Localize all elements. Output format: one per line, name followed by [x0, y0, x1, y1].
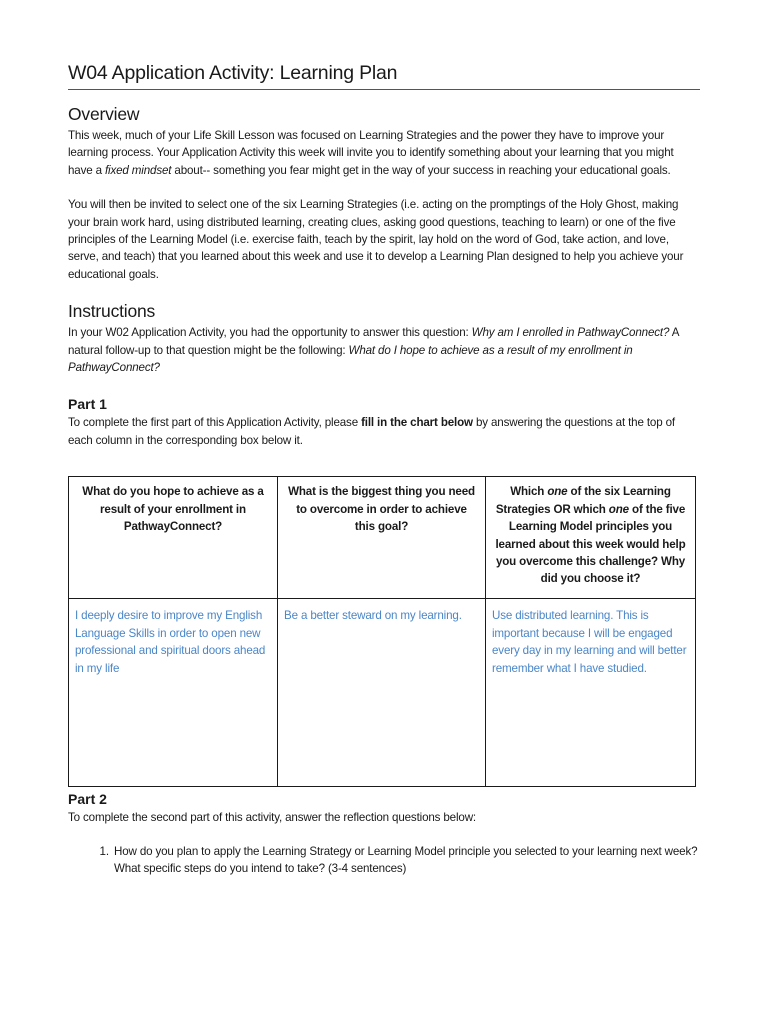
reflection-question-list	[68, 843, 700, 878]
part2-heading: Part 2	[68, 791, 107, 808]
instructions-text-b: A natural follow-up to that question might be the following:	[68, 326, 679, 357]
instructions-paragraph	[68, 324, 700, 376]
instructions-question-2: What do I hope to achieve as a result of my enrollment in PathwayConnect?	[68, 343, 633, 375]
table-header-row	[69, 477, 696, 599]
overview-paragraph-1	[68, 127, 700, 179]
learning-plan-table	[68, 476, 696, 787]
overview-heading: Overview	[68, 104, 140, 124]
overview-emphasis: fixed mindset	[104, 163, 172, 177]
overview-text-b: about-- something you fear might get in the way of your success in reaching your educational goals.	[171, 163, 671, 177]
part1-text-a: To complete the first part of this Application Activity, please	[68, 416, 362, 430]
part1-strong: fill in the chart below	[361, 416, 473, 430]
instructions-question-1: Why am I enrolled in PathwayConnect?	[471, 326, 670, 340]
part1-heading: Part 1	[68, 396, 107, 413]
list-item: 1. How do you plan to apply the Learning Strategy or Learning Model principle you selected to your learning next week? What specific steps do you intend to take? (3-4 sentences)	[112, 843, 700, 878]
document-title: W04 Application Activity: Learning Plan	[68, 62, 700, 90]
table-answer-row	[69, 599, 696, 787]
overview-text-a: This week, much of your Life Skill Lesson was focused on Learning Strategies and the power they have to improve your learning process. Your Application Activity this week will invite you to identify something about your learning that you might have a	[68, 129, 674, 177]
instructions-heading: Instructions	[68, 301, 156, 322]
overview-paragraph-2: You will then be invited to select one of the six Learning Strategies (i.e. acting on the promptings of the Holy Ghost, making your brain work hard, using distributed learning, creating clues, asking good questions, teaching to learn) or one of the five principles of the Learning Model (i.e. exercise faith, teach by the spirit, lay hold on the word of God, take action, and love, serve, and teach) that you learned about this week and use it to develop a Learning Plan designed to help you achieve your educational goals.	[68, 198, 684, 281]
part1-text-b: by answering the questions at the top of each column in the corresponding box below it.	[68, 416, 675, 447]
document-page	[68, 62, 700, 878]
answer-obstacle-cell[interactable]: Be a better steward on my learning.	[278, 599, 486, 787]
instructions-text-a: In your W02 Application Activity, you had the opportunity to answer this question:	[68, 326, 472, 340]
part2-paragraph: To complete the second part of this activity, answer the reflection questions below:	[68, 811, 477, 825]
answer-goal-cell[interactable]: I deeply desire to improve my English Language Skills in order to open new professional and spiritual doors ahead in my life	[69, 599, 278, 787]
header-strategy: Which one of the six Learning Strategies OR which one of the five Learning Model principles you learned about this week would help you overcome this challenge? Why did you choose it?	[486, 477, 696, 599]
header-obstacle: What is the biggest thing you need to overcome in order to achieve this goal?	[278, 477, 486, 599]
header-goal: What do you hope to achieve as a result of your enrollment in PathwayConnect?	[69, 477, 278, 599]
answer-strategy-cell[interactable]: Use distributed learning. This is important because I will be engaged every day in my learning and will better remember what I have studied.	[486, 599, 696, 787]
part1-paragraph	[68, 414, 700, 449]
